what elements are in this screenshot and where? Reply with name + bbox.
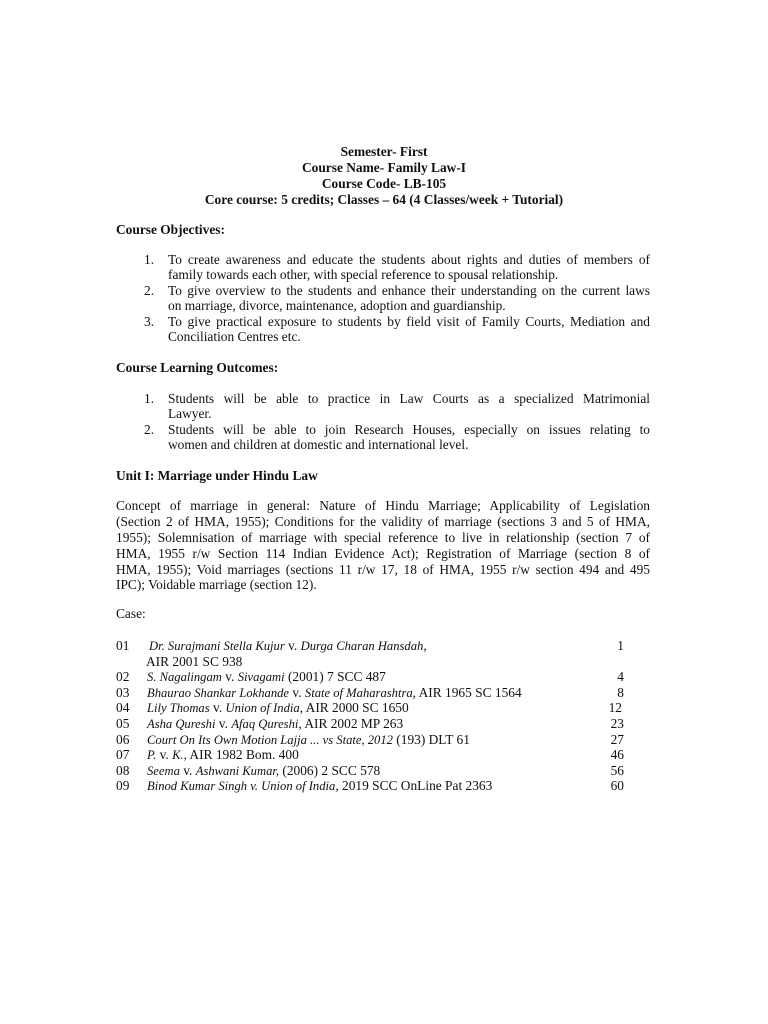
case-title (147, 747, 299, 764)
case-versus: v. (215, 715, 232, 731)
case-page-number: 23 (610, 715, 624, 731)
paragraph-line: HMA, 1955 r/w Section 114 Indian Evidence Act); Registration of Marriage (section 8 of (116, 546, 650, 561)
case-page-number: 46 (610, 747, 624, 763)
case-title (147, 700, 409, 717)
course-code-line: Course Code- LB-105 (321, 176, 447, 191)
case-party: Binod Kumar Singh v. Union of India (147, 779, 336, 794)
case-row (116, 669, 636, 685)
case-list (116, 638, 636, 794)
case-citation: (2006) 2 SCC 578 (279, 762, 381, 778)
case-party: K., (172, 748, 187, 763)
case-citation: , 2019 SCC OnLine Pat 2363 (335, 778, 493, 794)
list-text: To give overview to the students and enhance their understanding on the current laws (168, 283, 650, 298)
case-versus: v. (289, 684, 305, 700)
list-number: 2. (144, 422, 155, 437)
semester-line: Semester- First (340, 144, 428, 159)
case-row (116, 685, 636, 701)
case-party: Seema (147, 763, 180, 778)
case-number: 07 (116, 747, 130, 763)
case-title (147, 778, 492, 795)
core-course-line: Core course: 5 credits; Classes – 64 (4 Classes/week + Tutorial) (204, 192, 564, 207)
case-page-number: 8 (617, 684, 624, 700)
case-number: 08 (116, 762, 130, 778)
case-citation: , (423, 638, 427, 653)
case-versus: v. (179, 762, 196, 778)
case-row (116, 638, 636, 669)
case-versus: v. (284, 638, 301, 653)
case-page-number: 12 (608, 700, 622, 716)
case-party: Afaq Qureshi (231, 716, 299, 731)
list-text: on marriage, divorce, maintenance, adoption and guardianship. (168, 298, 506, 313)
case-citation: , AIR 2000 SC 1650 (299, 700, 409, 716)
case-title (149, 638, 427, 655)
case-citation: AIR 2001 SC 938 (146, 653, 243, 669)
case-citation: AIR 1982 Bom. 400 (186, 747, 299, 763)
list-text: Conciliation Centres etc. (168, 329, 301, 344)
case-title (147, 763, 380, 780)
list-text: Students will be able to join Research Houses, especially on issues relating to (168, 422, 650, 437)
case-number: 09 (116, 778, 130, 794)
case-number: 05 (116, 715, 130, 731)
case-party: Court On Its Own Motion Lajja ... vs State, 2012 (147, 732, 393, 747)
list-text: Lawyer. (168, 406, 212, 421)
list-text: Students will be able to practice in Law Courts as a specialized Matrimonial (168, 391, 650, 406)
paragraph-line: (Section 2 of HMA, 1955); Conditions for the validity of marriage (sections 3 and 5 of HMA, (116, 514, 650, 529)
case-title (147, 732, 470, 749)
case-row (116, 778, 636, 794)
case-party: State of Maharashtra (304, 685, 413, 700)
case-title (147, 669, 386, 686)
case-title (147, 716, 403, 733)
case-party: Ashwani Kumar, (195, 763, 280, 778)
outcomes-heading: Course Learning Outcomes: (116, 360, 279, 375)
objectives-heading: Course Objectives: (116, 222, 225, 237)
unit-heading: Unit I: Marriage under Hindu Law (116, 468, 318, 483)
case-number: 01 (116, 638, 130, 653)
list-number: 1. (144, 391, 155, 406)
paragraph-line: IPC); Voidable marriage (section 12). (116, 577, 317, 592)
list-text: women and children at domestic and international level. (168, 437, 469, 452)
case-citation: , AIR 1965 SC 1564 (412, 684, 522, 700)
case-party: Durga Charan Hansdah (300, 639, 424, 653)
paragraph-line: Concept of marriage in general: Nature of Hindu Marriage; Applicability of Legislation (116, 498, 650, 513)
case-citation: , AIR 2002 MP 263 (298, 715, 404, 731)
case-row (116, 716, 636, 732)
case-citation: (2001) 7 SCC 487 (284, 669, 386, 685)
list-number: 2. (144, 283, 155, 298)
case-party: Dr. Surajmani Stella Kujur (149, 639, 285, 653)
paragraph-line: 1955); Solemnisation of marriage with special reference to live in relationship (section 7 of (116, 530, 650, 545)
paragraph-line: HMA, 1955); Void marriages (sections 11 r/w 17, 18 of HMA, 1955 r/w section 494 and 495 (116, 562, 650, 577)
case-citation: (193) DLT 61 (392, 731, 470, 747)
case-row (116, 700, 636, 716)
case-page-number: 56 (610, 762, 624, 778)
case-party: S. Nagalingam (147, 670, 222, 685)
case-row (116, 763, 636, 779)
case-page-number: 27 (610, 731, 624, 747)
case-party: Union of India (225, 701, 300, 716)
case-party: Sivagami (237, 670, 285, 685)
case-title (147, 685, 522, 702)
case-number: 04 (116, 700, 130, 716)
case-page-number: 60 (610, 778, 624, 794)
case-page-number: 4 (617, 669, 624, 685)
course-name-line: Course Name- Family Law-I (301, 160, 466, 175)
case-party: Bhaurao Shankar Lokhande (147, 685, 290, 700)
list-text: To give practical exposure to students by field visit of Family Courts, Mediation and (168, 314, 650, 329)
case-versus: v. (221, 669, 238, 685)
case-party: Asha Qureshi (147, 716, 216, 731)
case-party: Lily Thomas (147, 701, 210, 716)
list-number: 3. (144, 314, 155, 329)
case-number: 02 (116, 669, 130, 685)
case-versus: v. (209, 700, 226, 716)
case-party: P. (147, 748, 157, 763)
case-number: 03 (116, 684, 130, 700)
list-text: family towards each other, with special reference to spousal relationship. (168, 267, 559, 282)
list-number: 1. (144, 252, 155, 267)
case-page-number: 1 (617, 638, 624, 653)
case-number: 06 (116, 731, 130, 747)
case-versus: v. (156, 747, 173, 763)
case-row (116, 732, 636, 748)
case-label: Case: (116, 606, 146, 621)
case-row (116, 747, 636, 763)
list-text: To create awareness and educate the students about rights and duties of members of (168, 252, 650, 267)
